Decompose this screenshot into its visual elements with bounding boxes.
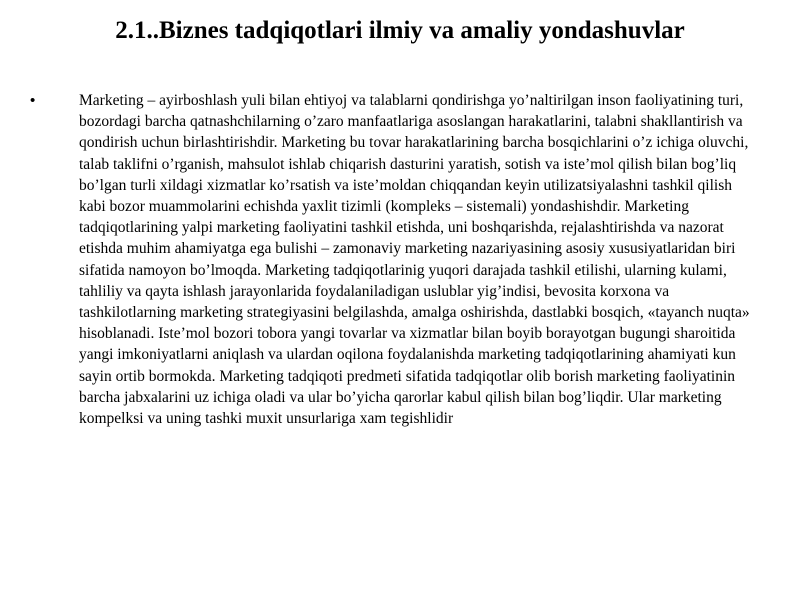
bullet-list bbox=[30, 90, 758, 429]
slide-title: 2.1..Biznes tadqiqotlari ilmiy va amaliy yondashuvlar bbox=[115, 17, 685, 44]
bullet-icon: • bbox=[30, 92, 36, 109]
bullet-paragraph: Marketing – ayirboshlash yuli bilan ehtiyoj va talablarni qondirishga yo’naltirilgan inson faoliyatining turi, bozordagi barcha qatnashchilarning o’zaro manfaatlariga asoslangan harakatlarini, talabni shakllantirish va qondirish uchun birlashtirishdir. Marketing bu tovar harakatlarining barcha bosqichlarini o’z ichiga oluvchi, talab taklifni o’rganish, mahsulot ishlab chiqarish dasturini yaratish, sotish va iste’mol qilish bilan bog’liq bo’lgan turli xildagi xizmatlar ko’rsatish va iste’moldan chiqqandan keyin utilizatsiyalashni tashkil qilish kabi bozor muammolarini echishda yaxlit tizimli (kompleks – sistemali) yondashishdir. Marketing tadqiqotlarining yalpi marketing faoliyatini tashkil etishda, uni boshqarishda, rejalashtirishda va nazorat etishda muhim ahamiyatga ega bulishi – zamonaviy marketing nazariyasining asosiy xususiyatlaridan biri sifatida namoyon bo’lmoqda. Marketing tadqiqotlarinig yuqori darajada tashkil etilishi, ularning kulami, tahliliy va qayta ishlash jarayonlarida foydalaniladigan uslublar yig’indisi, bevosita korxona va tashkilotlarning marketing strategiyasini belgilashda, amalga oshirishda, dastlabki bosqich, «tayanch nuqta» hisoblanadi. Iste’mol bozori tobora yangi tovarlar va xizmatlar bilan boyib borayotgan bugungi sharoitida yangi imkoniyatlarni aniqlash va ulardan oqilona foydalanishda marketing tadqiqotlarining ahamiyati kun sayin ortib bormokda. Marketing tadqiqoti predmeti sifatida tadqiqotlar olib borish marketing faoliyatinin barcha jabxalarini uz ichiga oladi va ular bo’yicha qarorlar kabul qilish bilan bog’liqdir. Ular marketing kompelksi va uning tashki muxit unsurlariga xam tegishlidir bbox=[79, 92, 750, 428]
bullet-item bbox=[30, 90, 758, 429]
